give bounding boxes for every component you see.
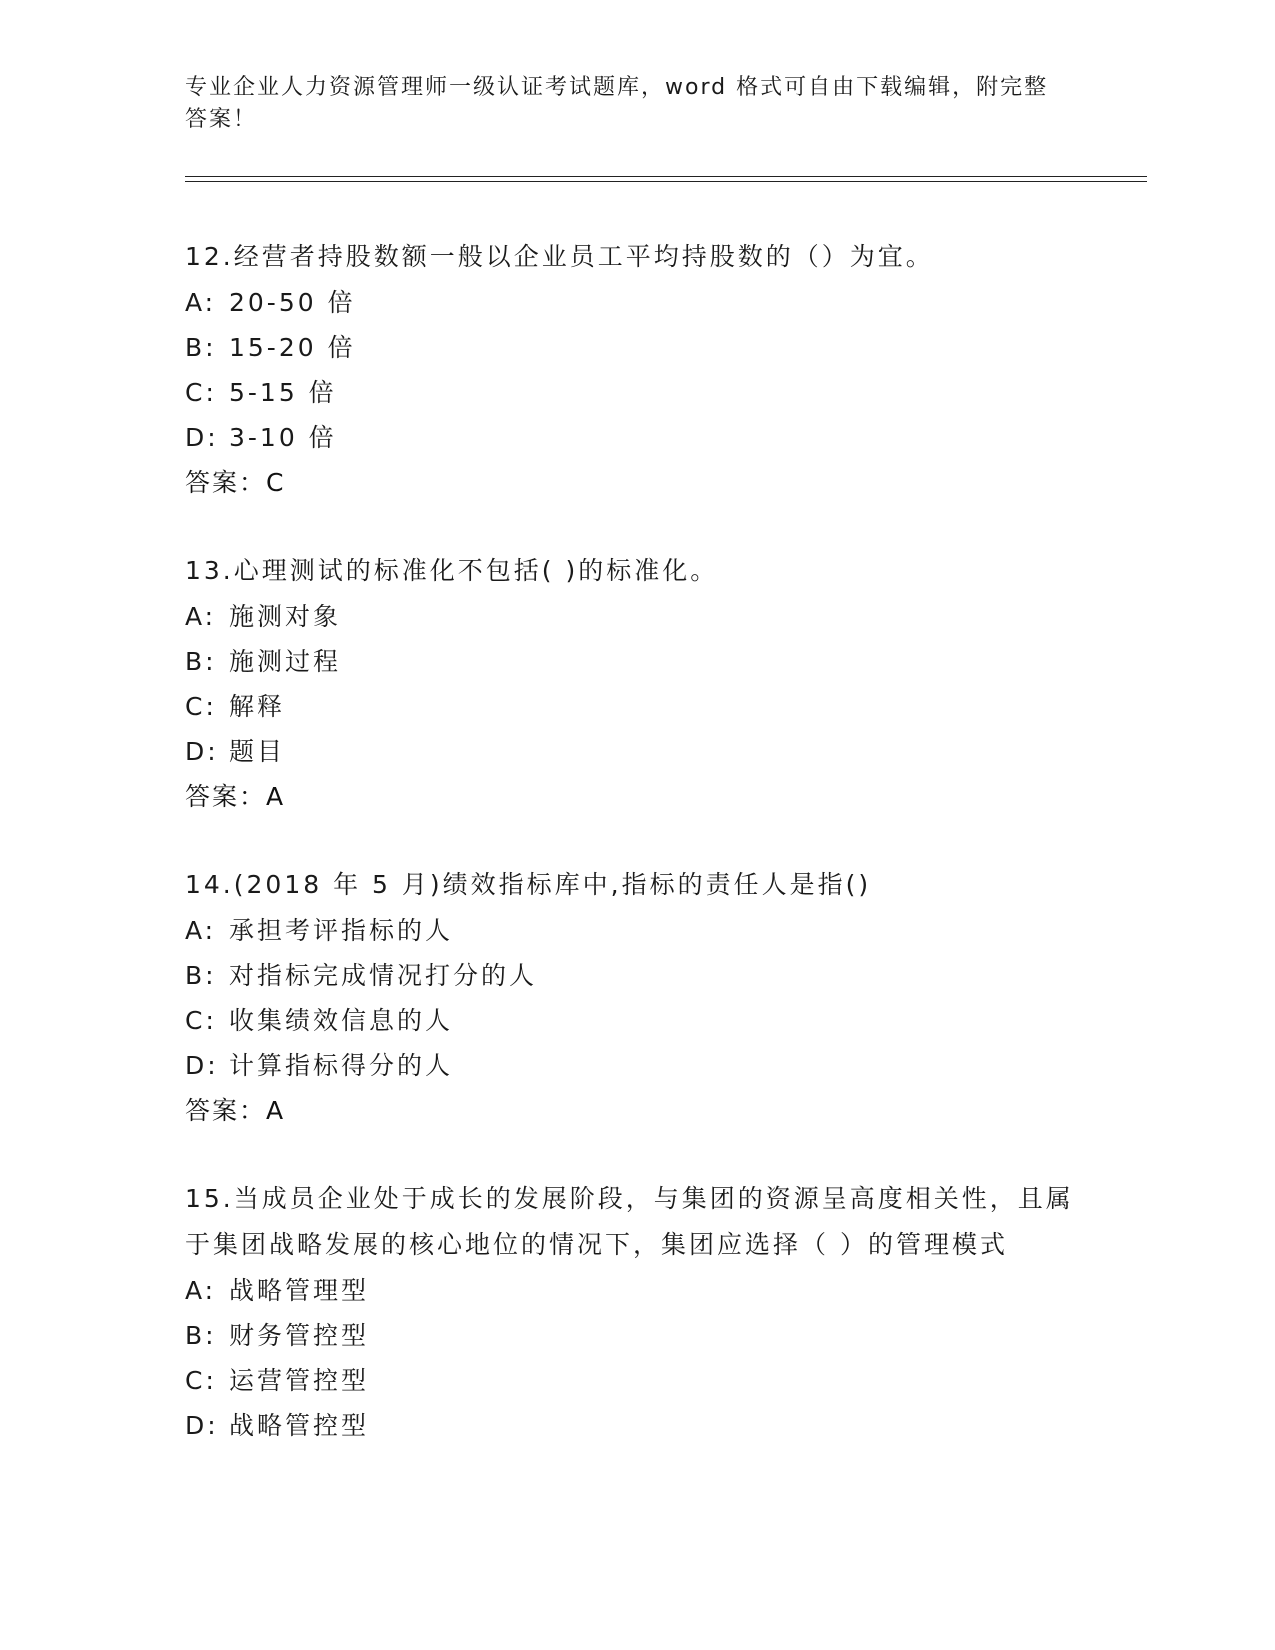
option-text: 施测对象 <box>229 602 342 631</box>
option-letter: D: <box>185 423 219 452</box>
option-letter: D: <box>185 737 219 766</box>
option-letter: A: <box>185 1276 217 1305</box>
option-letter: B: <box>185 333 217 362</box>
option-text: 题目 <box>229 737 286 766</box>
option-text: 战略管理型 <box>229 1276 370 1305</box>
option-text: 15-20 倍 <box>229 333 356 362</box>
question-14 <box>185 862 1085 1134</box>
option-text: 解释 <box>229 692 286 721</box>
option-a <box>185 594 1085 639</box>
answer-line: 答案：C <box>185 468 286 497</box>
option-b <box>185 325 1085 370</box>
option-d <box>185 729 1085 774</box>
option-text: 运营管控型 <box>229 1366 370 1395</box>
option-letter: C: <box>185 1006 217 1035</box>
header-divider-second <box>185 181 1147 182</box>
option-c <box>185 370 1085 415</box>
option-d <box>185 1043 1085 1088</box>
option-text: 施测过程 <box>229 647 342 676</box>
option-b <box>185 953 1085 998</box>
question-stem: 14.(2018 年 5 月)绩效指标库中,指标的责任人是指() <box>185 870 872 899</box>
option-letter: C: <box>185 692 217 721</box>
option-text: 计算指标得分的人 <box>229 1051 454 1080</box>
option-letter: B: <box>185 647 217 676</box>
option-a <box>185 908 1085 953</box>
question-list <box>185 234 1085 1490</box>
option-text: 5-15 倍 <box>229 378 337 407</box>
option-a <box>185 1268 1085 1313</box>
option-letter: D: <box>185 1051 219 1080</box>
option-text: 对指标完成情况打分的人 <box>229 961 538 990</box>
option-text: 承担考评指标的人 <box>229 916 454 945</box>
option-text: 战略管控型 <box>229 1411 370 1440</box>
option-letter: A: <box>185 288 217 317</box>
option-a <box>185 280 1085 325</box>
question-stem: 13.心理测试的标准化不包括( )的标准化。 <box>185 556 719 585</box>
option-c <box>185 998 1085 1043</box>
option-c <box>185 684 1085 729</box>
option-d <box>185 1403 1085 1448</box>
option-letter: A: <box>185 916 217 945</box>
option-text: 20-50 倍 <box>229 288 356 317</box>
question-15 <box>185 1176 1085 1448</box>
option-text: 财务管控型 <box>229 1321 370 1350</box>
option-b <box>185 1313 1085 1358</box>
question-stem: 12.经营者持股数额一般以企业员工平均持股数的（）为宜。 <box>185 242 934 271</box>
option-letter: C: <box>185 1366 217 1395</box>
answer-line: 答案：A <box>185 782 286 811</box>
option-c <box>185 1358 1085 1403</box>
option-d <box>185 415 1085 460</box>
question-13 <box>185 548 1085 820</box>
option-text: 收集绩效信息的人 <box>229 1006 454 1035</box>
answer-line: 答案：A <box>185 1096 286 1125</box>
option-letter: D: <box>185 1411 219 1440</box>
option-letter: B: <box>185 1321 217 1350</box>
header-divider <box>185 176 1147 177</box>
option-letter: C: <box>185 378 217 407</box>
option-letter: A: <box>185 602 217 631</box>
option-b <box>185 639 1085 684</box>
question-stem: 15.当成员企业处于成长的发展阶段，与集团的资源呈高度相关性，且属于集团战略发展的核心地位的情况下，集团应选择（ ）的管理模式 <box>185 1184 1074 1259</box>
option-letter: B: <box>185 961 217 990</box>
page-header: 专业企业人力资源管理师一级认证考试题库，word 格式可自由下载编辑，附完整答案！ <box>185 75 1049 132</box>
question-12 <box>185 234 1085 506</box>
option-text: 3-10 倍 <box>229 423 337 452</box>
